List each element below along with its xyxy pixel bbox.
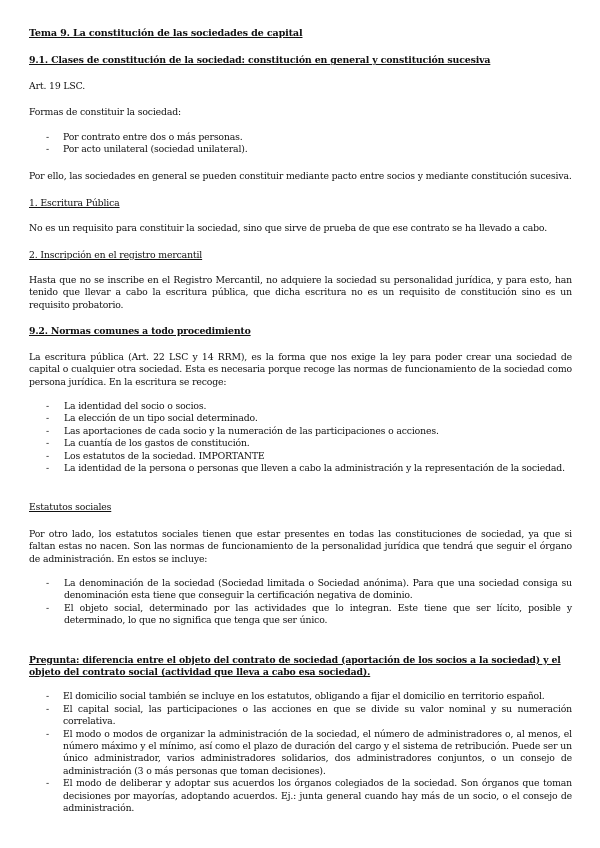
list-item: - Por acto unilateral (sociedad unilateral).	[29, 144, 572, 156]
inscripcion-heading: 2. Inscripción en el registro mercantil	[29, 249, 203, 261]
inscripcion-text: Hasta que no se inscribe en el Registro Mercantil, no adquiere la sociedad su personalidad jurídica, y para esto, han tenido que llevar a cabo la escritura pública, que dicha escritura no es un requisito de constitución sino es un requisito probatorio.	[29, 275, 572, 311]
estatutos-continued-list	[29, 691, 572, 815]
estatutos-list	[29, 578, 572, 628]
list-item: - La denominación de la sociedad (Sociedad limitada o Sociedad anónima). Para que una sociedad consiga su denominación esta tiene que conseguir la certificación negativa de dominio.	[29, 578, 572, 603]
section2-intro: La escritura pública (Art. 22 LSC y 14 RRM), es la forma que nos exige la ley para poder crear una sociedad de capital o cualquier otra sociedad. Esta es necesaria porque recoge las normas de funcionamiento de la sociedad como persona jurídica. En la escritura se recoge:	[29, 351, 572, 388]
list-item: - La cuantía de los gastos de constitución.	[29, 438, 572, 450]
estatutos-intro: Por otro lado, los estatutos sociales tienen que estar presentes en todas las constituciones de sociedad, ya que si faltan estas no nacen. Son las normas de funcionamiento de la personalidad jurídica que tendrá que seguir el órgano de administración. En estos se incluye:	[29, 528, 572, 565]
section-heading-9-2: 9.2. Normas comunes a todo procedimiento	[29, 326, 251, 338]
list-item: - La identidad del socio o socios.	[29, 401, 572, 413]
pregunta-paragraph	[29, 655, 572, 680]
formas-list	[29, 132, 572, 157]
por-ello-paragraph: Por ello, las sociedades en general se pueden constituir mediante pacto entre socios y mediante constitución sucesiva.	[29, 171, 572, 183]
list-item: - El modo o modos de organizar la administración de la sociedad, el número de administradores o, al menos, el número máximo y el mínimo, así como el plazo de duración del cargo y el sistema de retribución. Puede ser un único administrador, varios administradores solidarios, dos administradores conjuntos, o un consejo de administración (3 o más personas que toman decisiones).	[29, 729, 572, 779]
list-item: - La identidad de la persona o personas que lleven a cabo la administración y la representación de la sociedad.	[29, 463, 572, 475]
article-reference: Art. 19 LSC.	[29, 80, 86, 92]
list-item: - El domicilio social también se incluye en los estatutos, obligando a fijar el domicilio en territorio español.	[29, 691, 572, 703]
escritura-text: No es un requisito para constituir la sociedad, sino que sirve de prueba de que ese contrato se ha llevado a cabo.	[29, 223, 548, 235]
escritura-heading: 1. Escritura Pública	[29, 197, 120, 209]
list-item: - El modo de deliberar y adoptar sus acuerdos los órganos colegiados de la sociedad. Son órganos que toman decisiones por mayorías, adoptando acuerdos. Ej.: junta general cuando hay más de un socio, o el consejo de administración.	[29, 778, 572, 815]
list-item: - El capital social, las participaciones o las acciones en que se divide su valor nominal y su numeración correlativa.	[29, 704, 572, 729]
formas-intro: Formas de constituir la sociedad:	[29, 107, 181, 119]
document-title: Tema 9. La constitución de las sociedades de capital	[29, 28, 303, 39]
section-heading-9-1: 9.1. Clases de constitución de la sociedad: constitución en general y constitución sucesiva	[29, 55, 491, 67]
pregunta-text: diferencia entre el objeto del contrato de sociedad (aportación de los socios a la sociedad) y el objeto del contrato social (actividad que lleva a cabo esa sociedad).	[29, 654, 561, 678]
list-item: - Las aportaciones de cada socio y la numeración de las participaciones o acciones.	[29, 426, 572, 438]
pregunta-label: Pregunta:	[29, 654, 80, 666]
list-item: - La elección de un tipo social determinado.	[29, 413, 572, 425]
escritura-contents-list	[29, 401, 572, 475]
estatutos-heading: Estatutos sociales	[29, 502, 112, 514]
list-item: - El objeto social, determinado por las actividades que lo integran. Este tiene que ser lícito, posible y determinado, lo que no significa que tenga que ser único.	[29, 603, 572, 628]
list-item: - Los estatutos de la sociedad. IMPORTANTE	[29, 451, 572, 463]
list-item: - Por contrato entre dos o más personas.	[29, 132, 572, 144]
